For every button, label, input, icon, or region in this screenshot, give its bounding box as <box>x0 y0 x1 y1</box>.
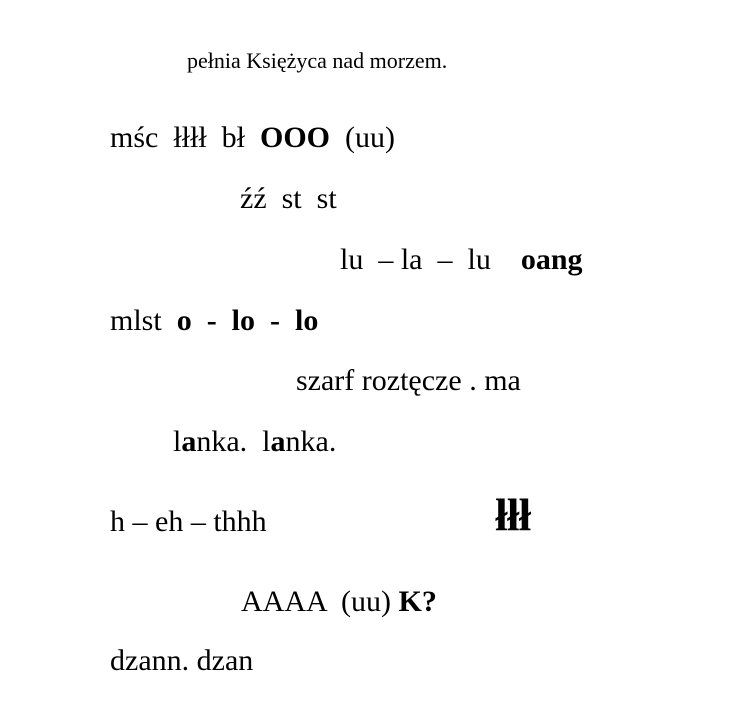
line-6-part-3: nka. <box>285 425 337 458</box>
line-4-text: mlst <box>110 304 177 337</box>
poem-line-5: szarf roztęcze . ma <box>296 364 521 397</box>
line-6-part-2: nka. l <box>196 425 271 458</box>
line-1-tail: (uu) <box>330 121 395 154</box>
poem-line-4 <box>110 306 318 336</box>
line-8-bold: K? <box>398 585 437 618</box>
poem-line-7-bold: łłł <box>495 489 531 540</box>
poem-line-3 <box>340 245 583 275</box>
line-6-bold-2: a <box>270 425 286 458</box>
poem-line-1 <box>110 123 395 153</box>
line-4-bold: o - lo - lo <box>176 304 319 337</box>
line-1-text: mśc łłłł bł <box>110 121 260 154</box>
line-3-bold: oang <box>520 243 583 276</box>
poem-line-6 <box>173 427 336 457</box>
line-8-text: AAAA (uu) <box>241 585 399 618</box>
poem-line-8 <box>241 587 437 617</box>
line-6-bold-1: a <box>181 425 197 458</box>
poem-title: pełnia Księżyca nad morzem. <box>187 48 448 73</box>
poem-line-9: dzann. dzan <box>110 644 254 677</box>
line-1-bold: OOO <box>260 121 331 154</box>
line-3-text: lu – la – lu <box>340 243 521 276</box>
poem-line-2: źź st st <box>240 182 337 215</box>
line-6-part-1: l <box>173 425 182 458</box>
poem-line-7: h – eh – thhh <box>110 505 267 538</box>
